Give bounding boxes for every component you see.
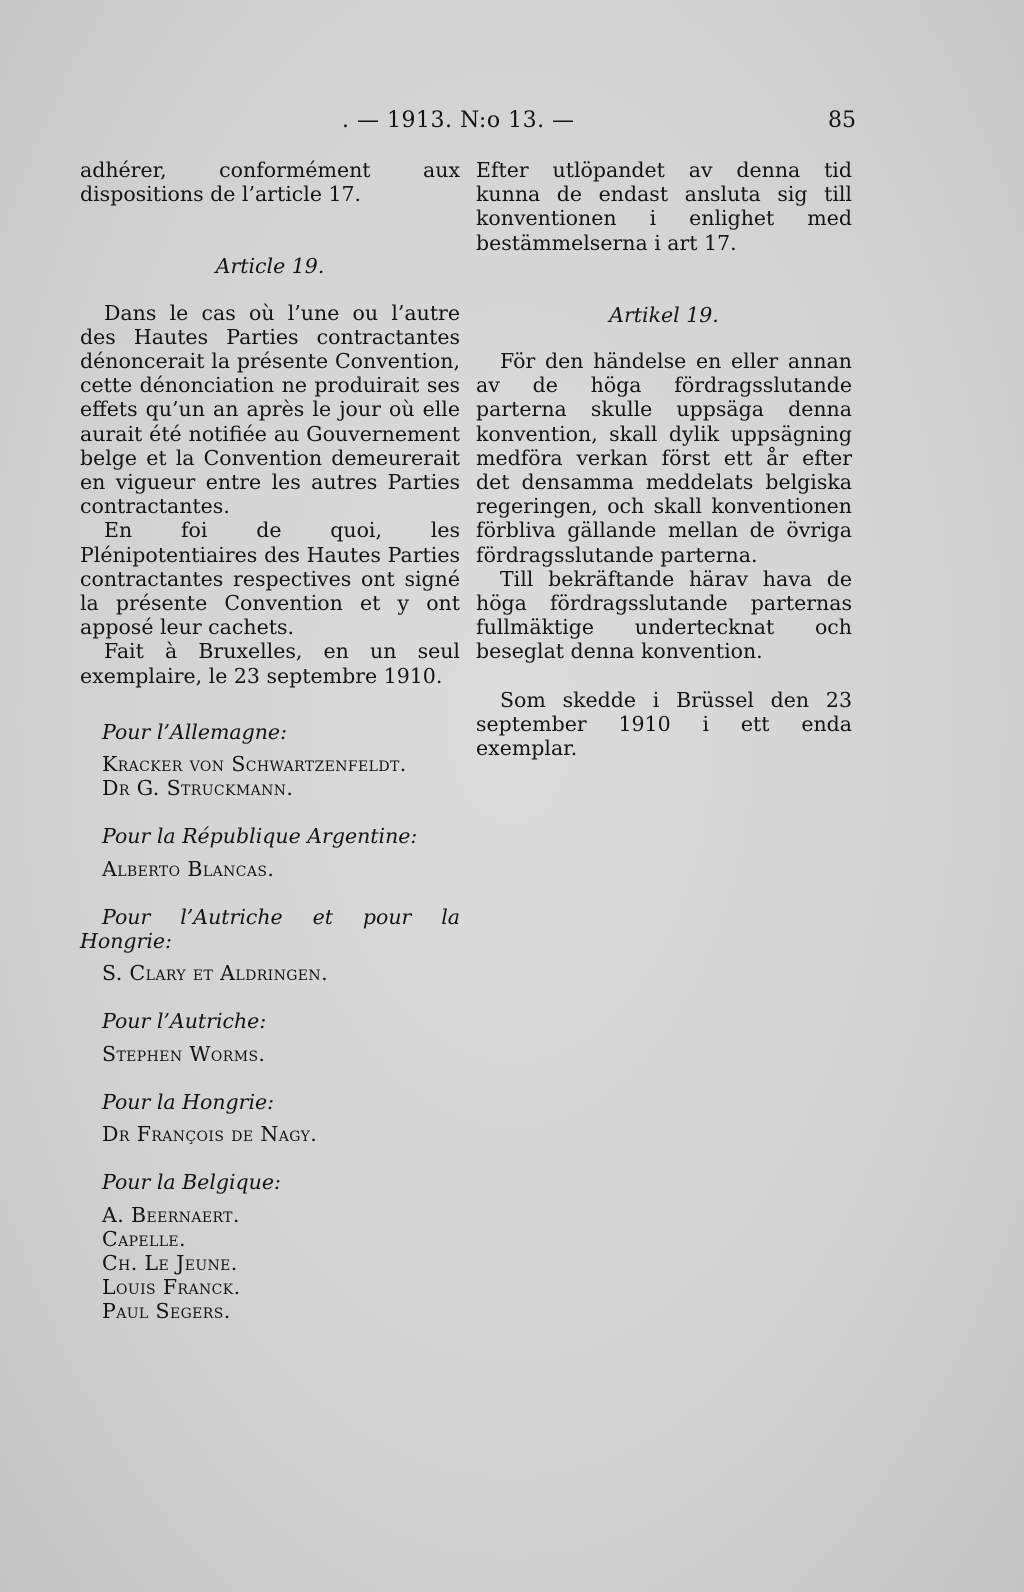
swedish-paragraph-2: För den händelse en eller annan av de höga fördragsslutande parterna skulle uppsäga denna konvention, skall dylik uppsägning medföra verkan först ett år efter det densamma meddelats belgiska regeringen, och skall konventionen förbliva gällande mellan de övriga fördragsslutande parterna. bbox=[476, 349, 852, 567]
signatory-name: Dr G. Struckmann. bbox=[102, 776, 294, 801]
signatory-name: Stephen Worms. bbox=[102, 1041, 266, 1066]
page-number: 85 bbox=[828, 108, 856, 133]
swedish-paragraph-1: Efter utlöpandet av denna tid kunna de endast ansluta sig till konventionen i enlighet med bestämmelserna i art 17. bbox=[476, 158, 852, 255]
running-header bbox=[0, 108, 1024, 138]
signatory-name: Alberto Blancas. bbox=[102, 856, 275, 881]
french-column bbox=[80, 158, 460, 1324]
signatory-name: Capelle. bbox=[102, 1226, 186, 1251]
signatory-name: Dr François de Nagy. bbox=[102, 1122, 318, 1147]
signature-country: Pour la Hongrie: bbox=[102, 1089, 275, 1114]
swedish-paragraph-4: Som skedde i Brüssel den 23 september 1910 i ett enda exemplar. bbox=[476, 687, 852, 761]
swedish-column bbox=[476, 158, 852, 760]
french-paragraph-1: adhérer, conformément aux dispositions de l’article 17. bbox=[80, 158, 460, 207]
header-title: . — 1913. N:o 13. — bbox=[342, 108, 575, 133]
signatory-name: A. Beernaert. bbox=[102, 1202, 240, 1227]
signature-country: Pour la République Argentine: bbox=[102, 824, 418, 849]
signature-country: Pour l’Autriche: bbox=[102, 1009, 267, 1034]
signature-country: Pour l’Autriche et pour la Hongrie: bbox=[80, 904, 460, 954]
signatory-name: Louis Franck. bbox=[102, 1275, 241, 1300]
signature-country: Pour l’Allemagne: bbox=[102, 719, 287, 744]
signatory-name: S. Clary et Aldringen. bbox=[102, 961, 328, 986]
signatory-name: Paul Segers. bbox=[102, 1299, 231, 1324]
signatory-name: Kracker von Schwartzenfeldt. bbox=[102, 752, 407, 777]
signatures bbox=[80, 720, 460, 1324]
french-paragraph-4: Fait à Bruxelles, en un seul exemplaire, le 23 septembre 1910. bbox=[80, 639, 460, 688]
signature-country: Pour la Belgique: bbox=[102, 1170, 281, 1195]
swedish-article-heading: Artikel 19. bbox=[609, 302, 719, 327]
signatory-name: Ch. Le Jeune. bbox=[102, 1250, 238, 1275]
swedish-paragraph-3: Till bekräftande härav hava de höga fördragsslutande parternas fullmäktige undertecknat och beseglat denna konvention. bbox=[476, 566, 852, 664]
french-article-heading: Article 19. bbox=[215, 254, 325, 279]
french-paragraph-2: Dans le cas où l’une ou l’autre des Hautes Parties contractantes dénoncerait la présente Convention, cette dénonciation ne produirait ses effets qu’un an après le jour où elle aurait été notifiée au Gouvernement belge et la Convention demeurerait en vigueur entre les autres Parties contractantes. bbox=[80, 300, 460, 519]
french-paragraph-3: En foi de quoi, les Plénipotentiaires des Hautes Parties contractantes respectives ont signé la présente Convention et y ont apposé leur cachets. bbox=[80, 518, 460, 640]
